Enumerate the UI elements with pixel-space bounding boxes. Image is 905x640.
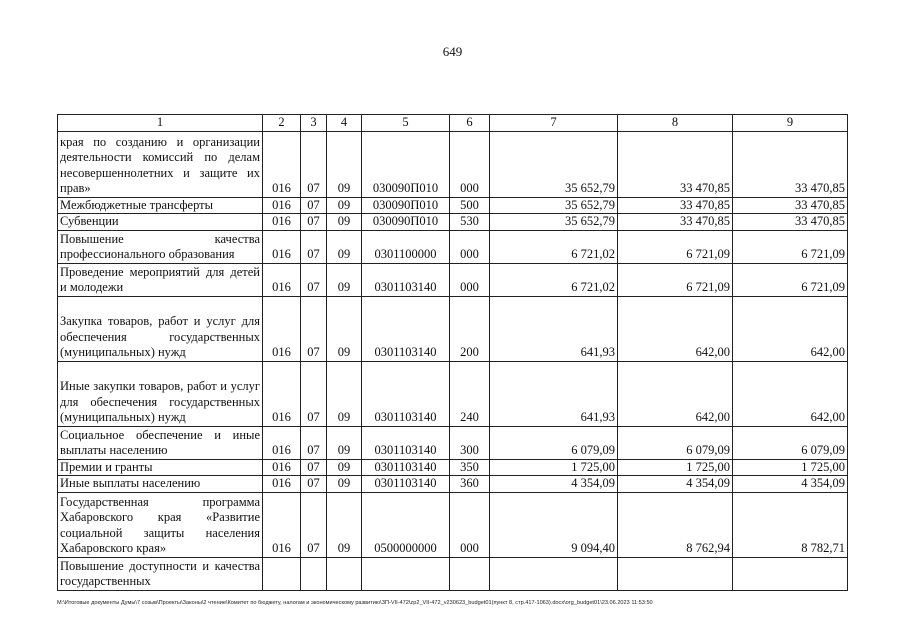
header-cell: 5 [362,115,450,132]
row-name: Иные закупки товаров, работ и услуг для обеспечения государственных (муниципальных) нужд [60,379,260,424]
target-article-code-cell: 0301103140 [362,296,450,361]
expense-type-code-cell: 350 [450,459,490,476]
amount-2023-cell: 35 652,79 [490,214,618,231]
amount-2024-cell: 642,00 [618,361,733,426]
table-row [58,557,848,590]
amount-2023-cell: 641,93 [490,296,618,361]
amount-2024-cell: 642,00 [618,296,733,361]
amount-2024-cell: 6 721,09 [618,263,733,296]
table-row [58,296,848,361]
table-row [58,263,848,296]
row-name-cell [58,492,263,557]
subsection-code-cell: 09 [327,426,362,459]
row-name-cell [58,131,263,197]
amount-2025-cell: 4 354,09 [733,476,848,493]
amount-2024-cell [618,557,733,590]
row-name-cell [58,459,263,476]
table-row [58,131,848,197]
expense-type-code-cell: 530 [450,214,490,231]
ved-code-cell: 016 [263,361,301,426]
amount-2024-cell: 6 721,09 [618,230,733,263]
row-name: Повышение качества профессионального образования [60,231,260,261]
row-name: края по созданию и организации деятельности комиссий по делам несовершеннолетних и защите их прав» [60,134,260,195]
budget-table [57,114,848,591]
ved-code-cell: 016 [263,459,301,476]
amount-2025-cell: 642,00 [733,361,848,426]
subsection-code-cell: 09 [327,492,362,557]
table-row [58,214,848,231]
ved-code-cell: 016 [263,426,301,459]
expense-type-code-cell: 000 [450,230,490,263]
table-row [58,197,848,214]
row-name: Повышение доступности и качества государственных [60,558,260,588]
section-code-cell: 07 [301,476,327,493]
file-path-footer: M:\Итоговые документы Думы\7 созыв\Проекты\Законы\2 чтение\Комитет по бюджету, налогам и экономическому развитию\ЗП-VII-472\zp2_VII-472_v230623_budget01(пункт 8, стр.417-1063).docx\org_budget01\23.06.2023 11:53:50 [57,600,653,606]
ved-code-cell: 016 [263,476,301,493]
section-code-cell: 07 [301,426,327,459]
amount-2023-cell: 6 079,09 [490,426,618,459]
row-name-cell [58,197,263,214]
amount-2023-cell: 6 721,02 [490,230,618,263]
expense-type-code-cell: 500 [450,197,490,214]
amount-2025-cell [733,557,848,590]
expense-type-code-cell: 300 [450,426,490,459]
amount-2025-cell: 33 470,85 [733,131,848,197]
section-code-cell: 07 [301,492,327,557]
amount-2024-cell: 33 470,85 [618,197,733,214]
target-article-code-cell: 0301103140 [362,476,450,493]
section-code-cell [301,557,327,590]
row-name: Межбюджетные трансферты [60,197,214,212]
target-article-code-cell: 0301103140 [362,361,450,426]
expense-type-code-cell [450,557,490,590]
amount-2025-cell: 642,00 [733,296,848,361]
ved-code-cell: 016 [263,263,301,296]
ved-code-cell: 016 [263,197,301,214]
section-code-cell: 07 [301,296,327,361]
target-article-code-cell: 0301103140 [362,459,450,476]
table-header-row [58,115,848,132]
amount-2023-cell: 1 725,00 [490,459,618,476]
row-name-cell [58,361,263,426]
amount-2023-cell: 4 354,09 [490,476,618,493]
header-cell: 4 [327,115,362,132]
row-name-cell [58,214,263,231]
header-cell: 2 [263,115,301,132]
amount-2024-cell: 4 354,09 [618,476,733,493]
amount-2024-cell: 6 079,09 [618,426,733,459]
section-code-cell: 07 [301,131,327,197]
amount-2023-cell [490,557,618,590]
section-code-cell: 07 [301,214,327,231]
row-name: Социальное обеспечение и иные выплаты населению [60,427,260,457]
table-row [58,426,848,459]
ved-code-cell: 016 [263,492,301,557]
subsection-code-cell: 09 [327,230,362,263]
section-code-cell: 07 [301,263,327,296]
header-cell: 3 [301,115,327,132]
row-name: Субвенции [60,214,119,228]
subsection-code-cell: 09 [327,214,362,231]
target-article-code-cell: 030090П010 [362,214,450,231]
amount-2023-cell: 641,93 [490,361,618,426]
row-name: Иные выплаты населению [60,476,201,490]
section-code-cell: 07 [301,230,327,263]
target-article-code-cell: 030090П010 [362,197,450,214]
header-cell: 9 [733,115,848,132]
subsection-code-cell: 09 [327,459,362,476]
subsection-code-cell: 09 [327,197,362,214]
target-article-code-cell: 0301103140 [362,426,450,459]
ved-code-cell: 016 [263,131,301,197]
amount-2023-cell: 35 652,79 [490,131,618,197]
amount-2025-cell: 6 721,09 [733,230,848,263]
target-article-code-cell: 030090П010 [362,131,450,197]
ved-code-cell [263,557,301,590]
section-code-cell: 07 [301,459,327,476]
header-cell: 6 [450,115,490,132]
expense-type-code-cell: 000 [450,131,490,197]
header-cell: 7 [490,115,618,132]
section-code-cell: 07 [301,361,327,426]
header-cell: 8 [618,115,733,132]
subsection-code-cell: 09 [327,296,362,361]
subsection-code-cell: 09 [327,263,362,296]
amount-2023-cell: 9 094,40 [490,492,618,557]
expense-type-code-cell: 000 [450,263,490,296]
page-number: 649 [442,44,463,59]
ved-code-cell: 016 [263,230,301,263]
target-article-code-cell: 0301103140 [362,263,450,296]
subsection-code-cell: 09 [327,361,362,426]
table-row [58,476,848,493]
row-name-cell [58,296,263,361]
header-cell: 1 [58,115,263,132]
amount-2025-cell: 6 079,09 [733,426,848,459]
amount-2024-cell: 1 725,00 [618,459,733,476]
amount-2025-cell: 6 721,09 [733,263,848,296]
subsection-code-cell: 09 [327,131,362,197]
expense-type-code-cell: 240 [450,361,490,426]
amount-2024-cell: 33 470,85 [618,214,733,231]
table-body [58,131,848,590]
amount-2023-cell: 6 721,02 [490,263,618,296]
row-name: Проведение мероприятий для детей и молодежи [60,264,260,294]
table-row [58,230,848,263]
section-code-cell: 07 [301,197,327,214]
table-row [58,361,848,426]
ved-code-cell: 016 [263,214,301,231]
amount-2024-cell: 33 470,85 [618,131,733,197]
row-name-cell [58,557,263,590]
expense-type-code-cell: 000 [450,492,490,557]
expense-type-code-cell: 200 [450,296,490,361]
amount-2025-cell: 33 470,85 [733,214,848,231]
target-article-code-cell [362,557,450,590]
table-row [58,459,848,476]
row-name-cell [58,263,263,296]
amount-2025-cell: 1 725,00 [733,459,848,476]
row-name-cell [58,476,263,493]
amount-2024-cell: 8 762,94 [618,492,733,557]
target-article-code-cell: 0500000000 [362,492,450,557]
amount-2025-cell: 33 470,85 [733,197,848,214]
table-row [58,492,848,557]
ved-code-cell: 016 [263,296,301,361]
row-name: Закупка товаров, работ и услуг для обеспечения государственных (муниципальных) нужд [60,314,260,359]
subsection-code-cell: 09 [327,476,362,493]
amount-2025-cell: 8 782,71 [733,492,848,557]
subsection-code-cell [327,557,362,590]
row-name-cell [58,230,263,263]
expense-type-code-cell: 360 [450,476,490,493]
amount-2023-cell: 35 652,79 [490,197,618,214]
row-name: Государственная программа Хабаровского края «Развитие социальной защиты населения Хабаровского края» [60,494,260,555]
target-article-code-cell: 0301100000 [362,230,450,263]
row-name: Премии и гранты [60,459,153,474]
row-name-cell [58,426,263,459]
